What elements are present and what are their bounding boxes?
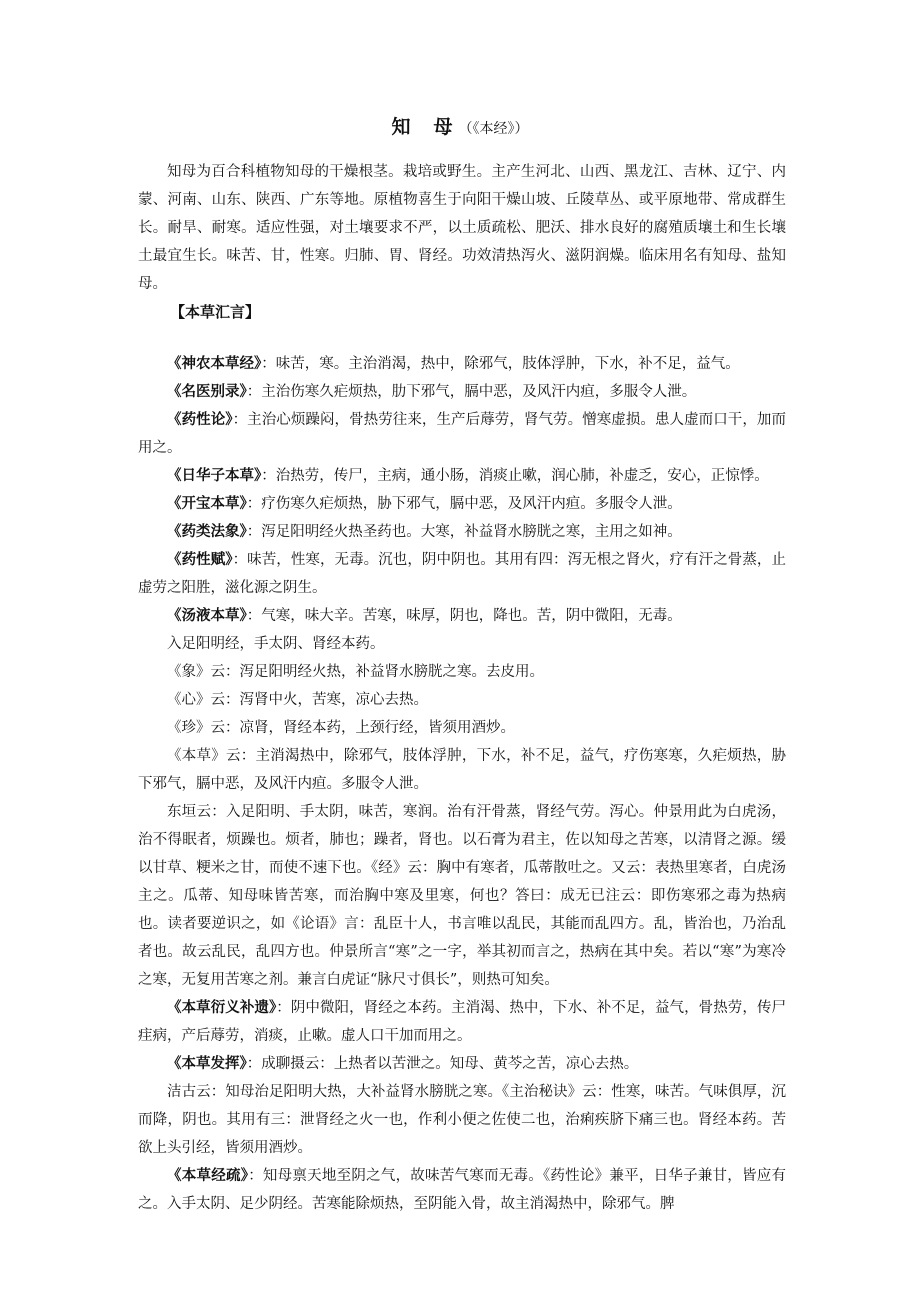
- entry-text: 洁古云：知母治足阳明大热，大补益肾水膀胱之寒。《主治秘诀》云：性寒，味苦。气味俱厚，沉而降，阴也。其用有三：泄肾经之火一也，作利小便之佐使二也，治痢疾脐下痛三也。肾经本药。苦欲上头引经，皆须用酒炒。: [138, 1084, 786, 1156]
- page-title: [0, 112, 920, 139]
- entry-paragraph: [138, 350, 786, 378]
- entry-paragraph: [138, 630, 786, 658]
- entry-text: ：治热劳，传尸，主病，通小肠，消痰止嗽，润心肺，补虚乏，安心，正惊悸。: [261, 468, 769, 484]
- entry-paragraph: [138, 1050, 786, 1078]
- intro-paragraph: 知母为百合科植物知母的干燥根茎。栽培或野生。主产生河北、山西、黑龙江、吉林、辽宁、内蒙、河南、山东、陕西、广东等地。原植物喜生于向阳干燥山坡、丘陵草丛、或平原地带、常成群生长。耐旱、耐寒。适应性强，对土壤要求不严，以土质疏松、肥沃、排水良好的腐殖质壤土和生长壤土最宜生长。味苦、甘，性寒。归肺、胃、肾经。功效清热泻火、滋阴润燥。临床用名有知母、盐知母。: [138, 164, 786, 292]
- entry-paragraph: [138, 1162, 786, 1218]
- entry-text: 《象》云：泻足阳明经火热，补益肾水膀胱之寒。去皮用。: [167, 664, 544, 680]
- entry-paragraph: [138, 406, 786, 462]
- entry-text: ：知母禀天地至阴之气，故味苦气寒而无毒。《药性论》兼平，日华子兼甘，皆应有之。入手太阴、足少阴经。苦寒能除烦热，至阴能入骨，故主消渴热中，除邪气。脾: [138, 1168, 787, 1212]
- entry-source: 《日华子本草》: [167, 467, 262, 484]
- entry-text: ：阴中微阳，肾经之本药。主消渴、热中，下水、补不足，益气，骨热劳，传尸疰病，产后蓐劳，消痰，止嗽。虚人口干加而用之。: [138, 1000, 787, 1044]
- entry-text: ：味苦，性寒，无毒。沉也，阴中阴也。其用有四：泻无根之肾火，疗有汗之骨蒸，止虚劳之阳胜，滋化源之阴生。: [138, 552, 786, 596]
- entry-paragraph: [138, 1078, 786, 1162]
- entry-paragraph: [138, 518, 786, 546]
- entry-source: 《药性论》: [167, 411, 233, 428]
- entry-paragraph: [138, 994, 786, 1050]
- entry-text: 《珍》云：凉肾，肾经本药，上颈行经，皆须用酒炒。: [167, 720, 515, 736]
- entry-source: 《药类法象》: [167, 523, 247, 540]
- entry-source: 《本草发挥》: [167, 1055, 247, 1072]
- entry-text: ：成聊摄云：上热者以苦泄之。知母、黄芩之苦，凉心去热。: [246, 1056, 639, 1072]
- entry-paragraph: [138, 462, 786, 490]
- entry-paragraph: [138, 742, 786, 798]
- entry-paragraph: [138, 546, 786, 602]
- entry-text: 入足阳明经，手太阴、肾经本药。: [167, 636, 385, 652]
- entry-text: 《心》云：泻肾中火，苦寒，凉心去热。: [167, 692, 428, 708]
- entry-source: 《本草衍义补遗》: [167, 999, 277, 1016]
- section-heading: 【本草汇言】: [170, 303, 261, 321]
- entry-paragraph: [138, 658, 786, 686]
- entry-paragraph: [138, 602, 786, 630]
- entry-text: ：泻足阳明经火热圣药也。大寒，补益肾水膀胱之寒，主用之如神。: [246, 524, 682, 540]
- title-source: （《本经》）: [458, 121, 529, 137]
- entry-source: 《药性赋》: [167, 551, 233, 568]
- entry-text: 东垣云：入足阳明、手太阴，味苦，寒润。治有汗骨蒸，肾经气劳。泻心。仲景用此为白虎汤，治不得眠者，烦躁也。烦者，肺也；躁者，肾也。以石膏为君主，佐以知母之苦寒，以清肾之源。缓以甘草、粳米之甘，而使不速下也。《经》云：胸中有寒者，瓜蒂散吐之。又云：表热里寒者，白虎汤主之。瓜蒂、知母味皆苦寒，而治胸中寒及里寒，何也？答曰：成无已注云：即伤寒邪之毒为热病也。读者要逆识之，如《论语》言：乱臣十人，书言唯以乱民，其能而乱四方。乱，皆治也，乃治乱者也。故云乱民，乱四方也。仲景所言“寒”之一字，举其初而言之，热病在其中矣。若以“寒”为寒冷之寒，无复用苦寒之剂。兼言白虎证“脉尺寸俱长”，则热可知矣。: [138, 804, 786, 988]
- entry-paragraph: [138, 714, 786, 742]
- entry-source: 《神农本草经》: [167, 355, 262, 372]
- entries-list: [138, 350, 786, 1218]
- entry-text: ：气寒，味大辛。苦寒，味厚，阴也，降也。苦，阴中微阳，无毒。: [246, 608, 682, 624]
- entry-source: 《名医别录》: [167, 383, 247, 400]
- entry-text: ：味苦，寒。主治消渴，热中，除邪气，肢体浮肿，下水，补不足，益气。: [261, 356, 740, 372]
- entry-paragraph: [138, 490, 786, 518]
- entry-source: 《本草经疏》: [167, 1167, 249, 1184]
- title-main: 知 母: [391, 116, 455, 138]
- entry-paragraph: [138, 798, 786, 994]
- entry-source: 《开宝本草》: [167, 495, 247, 512]
- entry-text: ：主治心烦躁闷，骨热劳往来，生产后蓐劳，肾气劳。憎寒虚损。患人虚而口干，加而用之。: [138, 412, 786, 456]
- entry-source: 《汤液本草》: [167, 607, 247, 624]
- entry-text: 《本草》云：主消渴热中，除邪气，肢体浮肿，下水，补不足，益气，疗伤寒寒，久疟烦热，胁下邪气，膈中恶，及风汗内疸。多服令人泄。: [138, 748, 786, 792]
- entry-text: ：疗伤寒久疟烦热，胁下邪气，膈中恶，及风汗内疸。多服令人泄。: [246, 496, 682, 512]
- entry-paragraph: [138, 686, 786, 714]
- entry-paragraph: [138, 378, 786, 406]
- entry-text: ：主治伤寒久疟烦热，肋下邪气，膈中恶，及风汗内疸，多服令人泄。: [246, 384, 697, 400]
